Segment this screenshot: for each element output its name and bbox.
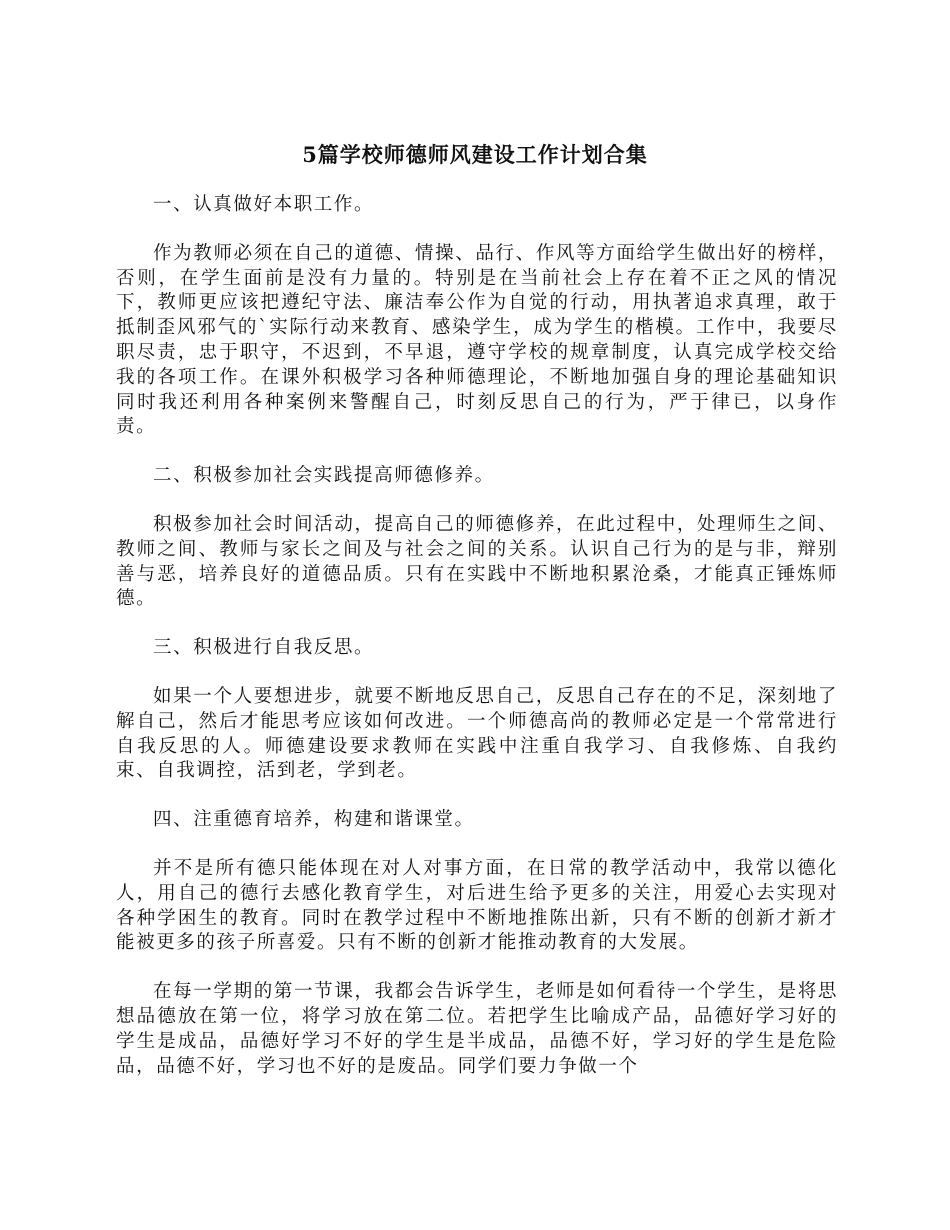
section-heading-4: 四、注重德育培养，构建和谐课堂。: [153, 809, 475, 831]
paragraph-5: 在每一学期的第一节课，我都会告诉学生，老师是如何看待一个学生，是将思想品德放在第一位，将学习放在第二位。若把学生比喻成产品，品德好学习好的学生是成品，品德好学习不好的学生是半成品，品德不好，学习好的学生是危险品，品德不好，学习也不好的是废品。同学们要力争做一个: [116, 981, 838, 1077]
paragraph-2: 积极参加社会时间活动，提高自己的师德修养，在此过程中，处理师生之间、教师之间、教师与家长之间及与社会之间的关系。认识自己行为的是与非，辩别善与恶，培养良好的道德品质。只有在实践中不断地积累沧桑，才能真正锤炼师德。: [116, 513, 838, 610]
document-body: [116, 193, 838, 1079]
section-heading-3: 三、积极进行自我反思。: [153, 637, 375, 659]
paragraph-1: 作为教师必须在自己的道德、情操、品行、作风等方面给学生做出好的榜样，否则，在学生面前是没有力量的。特别是在当前社会上存在着不正之风的情况下，教师更应该把遵纪守法、廉洁奉公作为自觉的行动，用执著追求真理，敢于抵制歪风邪气的`实际行动来教育、感染学生，成为学生的楷模。工作中，我要尽职尽责，忠于职守，不迟到，不早退，遵守学校的规章制度，认真完成学校交给我的各项工作。在课外积极学习各种师德理论，不断地加强自身的理论基础知识同时我还利用各种案例来警醒自己，时刻反思自己的行为，严于律已，以身作责。: [116, 242, 838, 438]
paragraph-4: 并不是所有德只能体现在对人对事方面，在日常的教学活动中，我常以德化人，用自己的德行去感化教育学生，对后进生给予更多的关注，用爱心去实现对各种学困生的教育。同时在教学过程中不断地推陈出新，只有不断的创新才新才能被更多的孩子所喜爱。只有不断的创新才能推动教育的大发展。: [116, 857, 838, 954]
section-heading-2: 二、积极参加社会实践提高师德修养。: [153, 465, 495, 487]
document-title: 5篇学校师德师风建设工作计划合集: [302, 142, 648, 167]
section-heading-1: 一、认真做好本职工作。: [153, 194, 375, 215]
paragraph-3: 如果一个人要想进步，就要不断地反思自己，反思自己存在的不足，深刻地了解自己，然后才能思考应该如何改进。一个师德高尚的教师必定是一个常常进行自我反思的人。师德建设要求教师在实践中注重自我学习、自我修炼、自我约束、自我调控，活到老，学到老。: [116, 685, 838, 782]
